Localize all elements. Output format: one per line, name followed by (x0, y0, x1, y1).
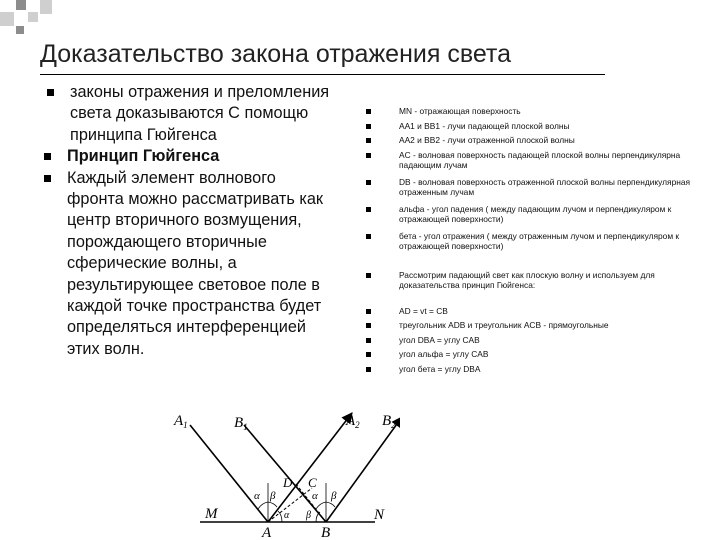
note-text: DB - волновая поверхность отраженной плоской волны перпендикулярная отраженным лучам (399, 176, 691, 197)
label-a2: $A_2$ (346, 413, 360, 430)
label-alpha: α (254, 490, 260, 502)
square-bullet-icon (366, 352, 371, 357)
angle-arc (316, 502, 326, 509)
note-text: Рассмотрим падающий свет как плоскую волну и используем для доказательства принцип Гюйгенса: (399, 269, 655, 290)
square-bullet-icon (366, 153, 371, 158)
right-notes-list (366, 106, 696, 374)
label-a1: $A_1$ (174, 413, 188, 430)
bullet-text: Каждый элемент волнового фронта можно рассматривать как центр вторичного возмущения, порождающего вторичные сферические волны, а результирующее световое поле в каждой точке пространства будет определяться интерференцией этих волн. (67, 168, 324, 358)
bullet-text: Принцип Гюйгенса (67, 147, 220, 166)
note-text: MN - отражающая поверхность (399, 106, 521, 116)
reflection-diagram (150, 395, 400, 540)
square-bullet-icon (47, 89, 54, 96)
note-item (366, 121, 696, 132)
slide-title: Доказательство закона отражения света (40, 40, 511, 68)
note-item (366, 335, 696, 346)
square-bullet-icon (366, 109, 371, 114)
note-item (366, 150, 696, 171)
note-text: бета - угол отражения ( между отраженным лучом и перпендикуляром к отражающей поверхности) (399, 230, 680, 251)
square-bullet-icon (366, 367, 371, 372)
note-item (366, 349, 696, 360)
angle-arc (258, 502, 268, 509)
left-bullet-list (35, 82, 335, 360)
note-item (366, 135, 696, 146)
square-bullet-icon (44, 153, 51, 160)
note-item (366, 106, 696, 117)
label-beta: β (331, 490, 337, 502)
square-bullet-icon (366, 338, 371, 343)
angle-arc (326, 502, 335, 507)
note-text: AA1 и BB1 - лучи падающей плоской волны (399, 120, 570, 131)
left-bullet-item (35, 146, 335, 167)
square-bullet-icon (44, 175, 51, 182)
note-item (366, 364, 696, 375)
left-bullet-item (35, 82, 335, 146)
square-bullet-icon (366, 124, 371, 129)
note-item (366, 270, 696, 291)
label-beta: β (270, 490, 276, 502)
note-text: AD = vt = CB (399, 305, 448, 316)
left-bullet-item (35, 168, 335, 361)
square-bullet-icon (366, 323, 371, 328)
square-bullet-icon (366, 273, 371, 278)
square-bullet-icon (366, 234, 371, 239)
corner-decoration (40, 0, 52, 14)
note-text: AA2 и BB2 - лучи отраженной плоской волны (399, 135, 575, 145)
note-text: альфа - угол падения ( между падающим лучом и перпендикуляром к отражающей поверхности) (399, 203, 672, 224)
note-item (366, 177, 696, 198)
corner-decoration (28, 12, 38, 22)
label-m: M (205, 506, 218, 522)
label-n: N (374, 507, 385, 523)
square-bullet-icon (366, 207, 371, 212)
note-item (366, 231, 696, 252)
label-alpha: α (312, 490, 318, 502)
corner-decoration (0, 12, 14, 26)
label-b2: $B_2$ (382, 413, 396, 430)
square-bullet-icon (366, 180, 371, 185)
label-c: C (308, 475, 317, 490)
note-text: треугольник ADB и треугольник ACB - прямоугольные (399, 320, 609, 330)
note-text: угол альфа = углу CAB (399, 349, 489, 359)
angle-arc (268, 502, 277, 507)
label-b: B (321, 525, 331, 540)
note-text: AC - волновая поверхность падающей плоской волны перпендикулярна падающим лучам (399, 149, 681, 170)
label-beta: β (306, 510, 311, 521)
bullet-text: законы отражения и преломления света доказываются С помощю принципа Гюйгенса (70, 83, 330, 144)
title-underline (40, 74, 605, 75)
label-alpha: α (284, 510, 290, 521)
note-item (366, 306, 696, 317)
note-item (366, 204, 696, 225)
note-text: угол бета = углу DBA (399, 363, 481, 374)
note-item (366, 320, 696, 331)
note-text: угол DBA = углу CAB (399, 334, 480, 345)
label-b1: $B_1$ (234, 415, 248, 432)
corner-decoration (16, 0, 26, 10)
label-d: D (283, 475, 293, 490)
label-a: A (262, 525, 272, 540)
square-bullet-icon (366, 309, 371, 314)
square-bullet-icon (366, 138, 371, 143)
corner-decoration (16, 26, 24, 34)
